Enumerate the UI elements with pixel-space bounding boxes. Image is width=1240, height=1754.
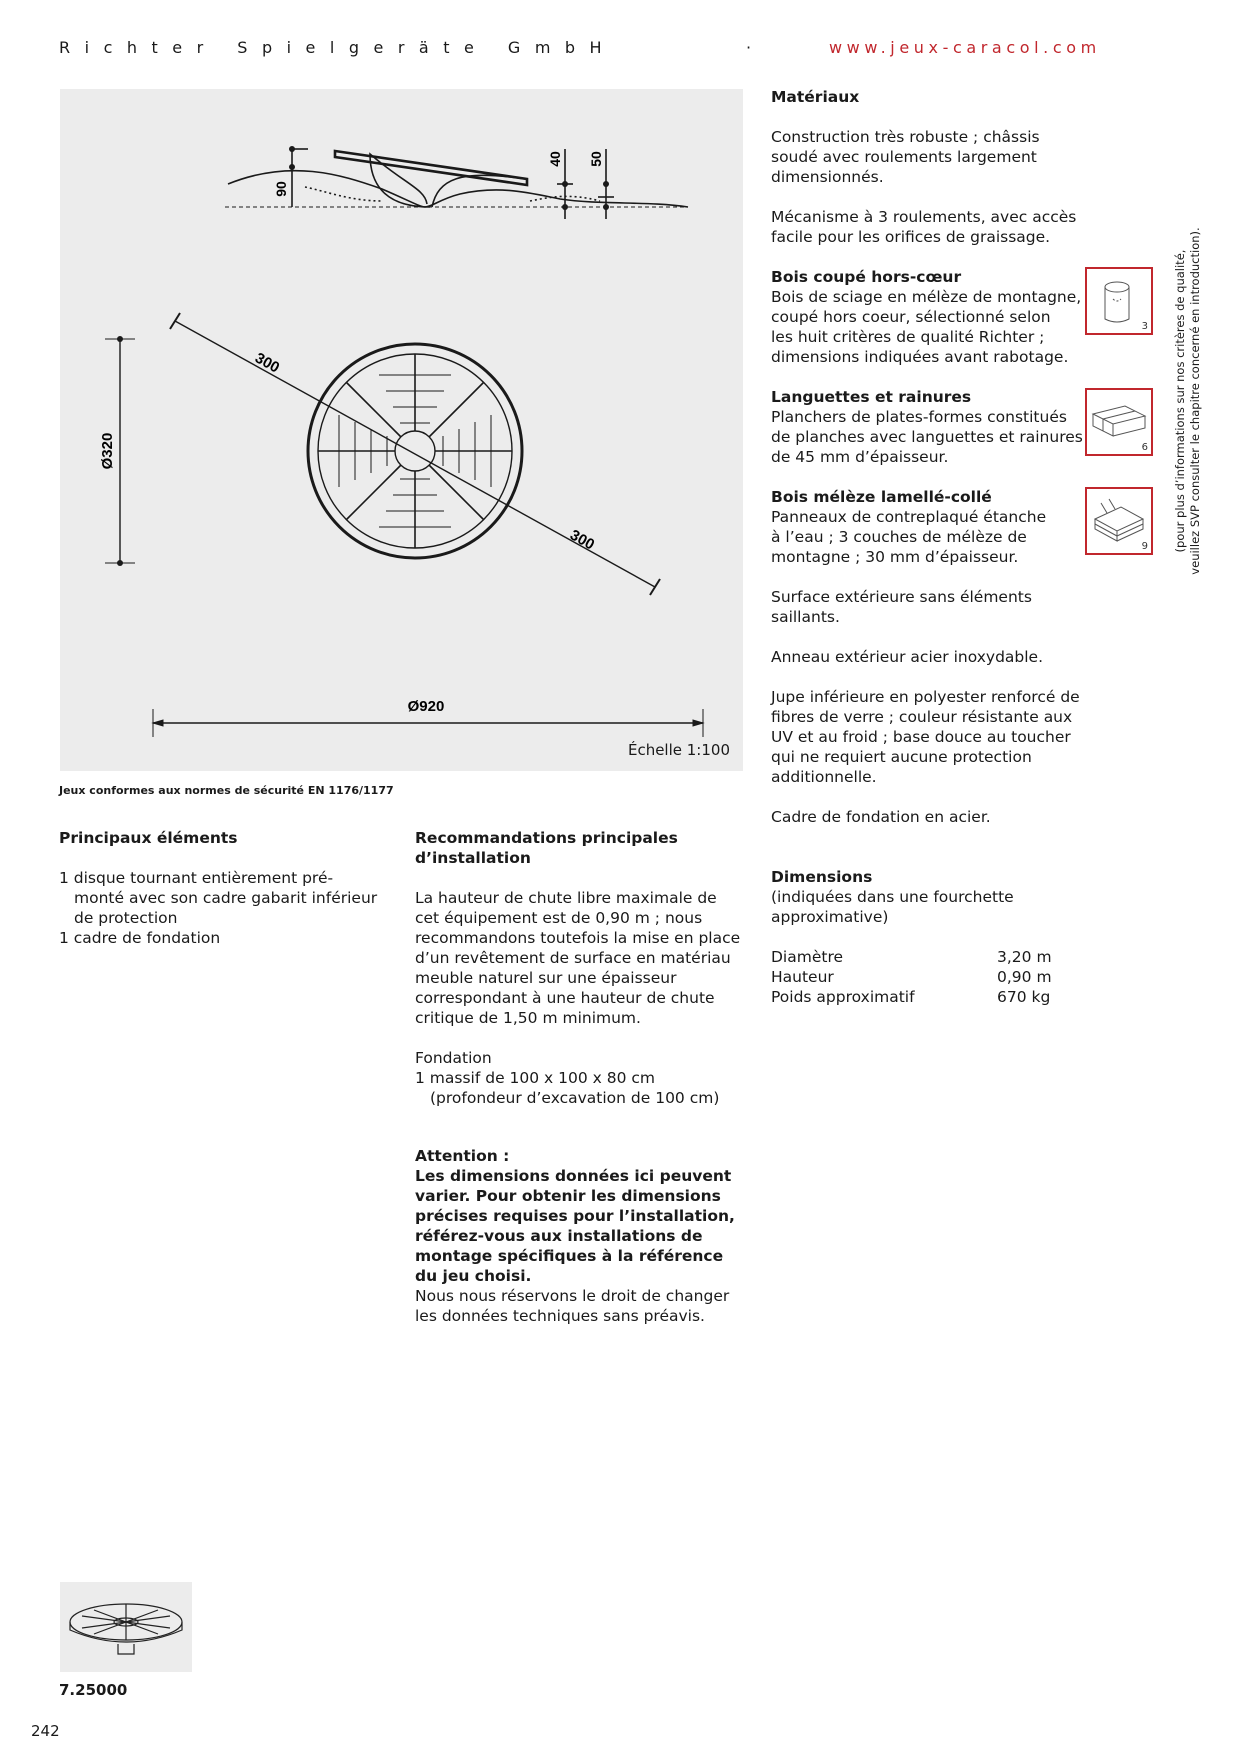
plan-view <box>105 313 703 737</box>
list-item: 1 disque tournant entièrement pré- <box>59 869 334 887</box>
text-line: Mécanisme à 3 roulements, avec accès <box>771 208 1077 226</box>
scale-label: Échelle 1:100 <box>627 741 730 759</box>
text-line: les données techniques sans préavis. <box>415 1307 705 1325</box>
text-line: Cadre de fondation en acier. <box>771 808 991 826</box>
header-company: Richter Spielgeräte GmbH <box>59 38 617 57</box>
list-item-cont: de protection <box>74 909 178 927</box>
recommandations-title-1: Recommandations principales <box>415 829 678 847</box>
text-line: saillants. <box>771 608 840 626</box>
text-line: varier. Pour obtenir les dimensions <box>415 1187 721 1205</box>
text-line: Surface extérieure sans éléments <box>771 588 1032 606</box>
text-line: précises requises pour l’installation, <box>415 1207 735 1225</box>
note-line: (pour plus d’informations sur nos critères de qualité, <box>1173 249 1187 553</box>
bois-coupe-title: Bois coupé hors-cœur <box>771 268 962 286</box>
languettes-title: Languettes et rainures <box>771 388 972 406</box>
text-line: facile pour les orifices de graissage. <box>771 228 1051 246</box>
text-line: Anneau extérieur acier inoxydable. <box>771 648 1044 666</box>
fondation-line: 1 massif de 100 x 100 x 80 cm <box>415 1069 656 1087</box>
text-line: recommandons toutefois la mise en place <box>415 929 741 947</box>
dim-d320-label: Ø320 <box>99 432 116 470</box>
text-line: meuble naturel sur une épaisseur <box>415 969 677 987</box>
dim-40-label: 40 <box>547 151 563 167</box>
text-line: référez-vous aux installations de <box>415 1227 703 1245</box>
reserve-block <box>415 1286 745 1326</box>
materiaux-p2 <box>771 207 1091 247</box>
icon-number: 9 <box>1141 541 1148 552</box>
text-line: coupé hors coeur, sélectionné selon <box>771 308 1051 326</box>
dimensions-subtitle: (indiquées dans une fourchette <box>771 888 1014 906</box>
text-line: de 45 mm d’épaisseur. <box>771 448 949 466</box>
text-line: Bois de sciage en mélèze de montagne, <box>771 288 1082 306</box>
table-row <box>771 967 1052 987</box>
note-line: veuillez SVP consulter le chapitre concerné en introduction). <box>1188 227 1202 575</box>
dimensions-title: Dimensions <box>771 868 873 886</box>
surface-paragraph <box>771 587 1091 627</box>
dimensions-table <box>771 947 1052 1007</box>
text-line: La hauteur de chute libre maximale de <box>415 889 717 907</box>
technical-drawing <box>60 89 743 771</box>
principaux-section <box>59 828 389 948</box>
text-line: à l’eau ; 3 couches de mélèze de <box>771 528 1027 546</box>
header-url-link[interactable]: www.jeux-caracol.com <box>829 38 1101 57</box>
dim-label: Diamètre <box>771 948 844 966</box>
dim-50-label: 50 <box>588 151 604 167</box>
text-line: du jeu choisi. <box>415 1267 532 1285</box>
fondation-line: (profondeur d’excavation de 100 cm) <box>430 1089 720 1107</box>
icon-number: 6 <box>1141 442 1148 453</box>
lamelle-colle-title: Bois mélèze lamellé-collé <box>771 488 992 506</box>
text-line: qui ne requiert aucune protection <box>771 748 1032 766</box>
attention-block <box>415 1146 745 1286</box>
text-line: dimensionnés. <box>771 168 884 186</box>
fondation-block <box>415 1048 745 1108</box>
norms-statement: Jeux conformes aux normes de sécurité EN 1176/1177 <box>59 784 394 797</box>
text-line: de planches avec languettes et rainures <box>771 428 1083 446</box>
text-line: Nous nous réservons le droit de changer <box>415 1287 730 1305</box>
dim-label: Poids approximatif <box>771 988 915 1006</box>
text-line: Construction très robuste ; châssis <box>771 128 1040 146</box>
text-line: critique de 1,50 m minimum. <box>415 1009 641 1027</box>
attention-heading: Attention : <box>415 1147 510 1165</box>
text-line: fibres de verre ; couleur résistante aux <box>771 708 1073 726</box>
fondation-label: Fondation <box>415 1049 492 1067</box>
recommandations-title-2: d’installation <box>415 849 531 867</box>
dim-value: 0,90 m <box>997 968 1052 986</box>
dim-300-b-label: 300 <box>567 526 598 554</box>
text-line: dimensions indiquées avant rabotage. <box>771 348 1069 366</box>
recommandations-section <box>415 828 745 1326</box>
dim-value: 3,20 m <box>997 948 1052 966</box>
product-reference: 7.25000 <box>59 1681 128 1699</box>
dim-90-label: 90 <box>273 181 289 197</box>
languettes-block <box>771 387 1091 467</box>
icon-number: 3 <box>1141 321 1148 332</box>
side-elevation <box>225 149 688 219</box>
table-row <box>771 987 1052 1007</box>
text-line: montage spécifiques à la référence <box>415 1247 724 1265</box>
dim-300-a-label: 300 <box>252 349 283 377</box>
bois-coupe-block <box>771 267 1091 367</box>
anneau-paragraph <box>771 647 1091 667</box>
list-item: 1 cadre de fondation <box>59 929 221 947</box>
text-line: Jupe inférieure en polyester renforcé de <box>771 688 1080 706</box>
list-item-cont: monté avec son cadre gabarit inférieur <box>74 889 378 907</box>
text-line: Planchers de plates-formes constitués <box>771 408 1067 426</box>
text-line: cet équipement est de 0,90 m ; nous <box>415 909 703 927</box>
lamelle-colle-block <box>771 487 1091 567</box>
heartwood-log-icon <box>1085 267 1153 335</box>
dimensions-subtitle: approximative) <box>771 908 889 926</box>
materiaux-section <box>771 87 1091 1007</box>
principaux-list <box>59 868 389 948</box>
product-thumbnail <box>60 1582 192 1672</box>
text-line: soudé avec roulements largement <box>771 148 1037 166</box>
table-row <box>771 947 1052 967</box>
tongue-groove-boards-icon <box>1085 388 1153 456</box>
drawing-svg <box>60 89 743 771</box>
jupe-paragraph <box>771 687 1091 787</box>
header-separator: · <box>746 38 752 57</box>
turntable-thumbnail-image <box>60 1582 192 1672</box>
page-number: 242 <box>31 1722 60 1740</box>
recommandations-paragraph <box>415 888 745 1028</box>
dim-label: Hauteur <box>771 968 834 986</box>
dimensions-section <box>771 867 1091 1007</box>
laminated-wood-icon <box>1085 487 1153 555</box>
text-line: d’un revêtement de surface en matériau <box>415 949 731 967</box>
text-line: Panneaux de contreplaqué étanche <box>771 508 1047 526</box>
quality-criteria-note <box>1173 226 1202 576</box>
text-line: UV et au froid ; base douce au toucher <box>771 728 1071 746</box>
materiaux-p1 <box>771 127 1091 187</box>
materiaux-title: Matériaux <box>771 88 860 106</box>
text-line: Les dimensions données ici peuvent <box>415 1167 732 1185</box>
dim-value: 670 kg <box>997 988 1051 1006</box>
text-line: correspondant à une hauteur de chute <box>415 989 715 1007</box>
dim-d920-label: Ø920 <box>407 698 445 715</box>
text-line: montagne ; 30 mm d’épaisseur. <box>771 548 1019 566</box>
text-line: les huit critères de qualité Richter ; <box>771 328 1045 346</box>
principaux-title: Principaux éléments <box>59 829 238 847</box>
cadre-paragraph <box>771 807 1091 827</box>
text-line: additionnelle. <box>771 768 877 786</box>
